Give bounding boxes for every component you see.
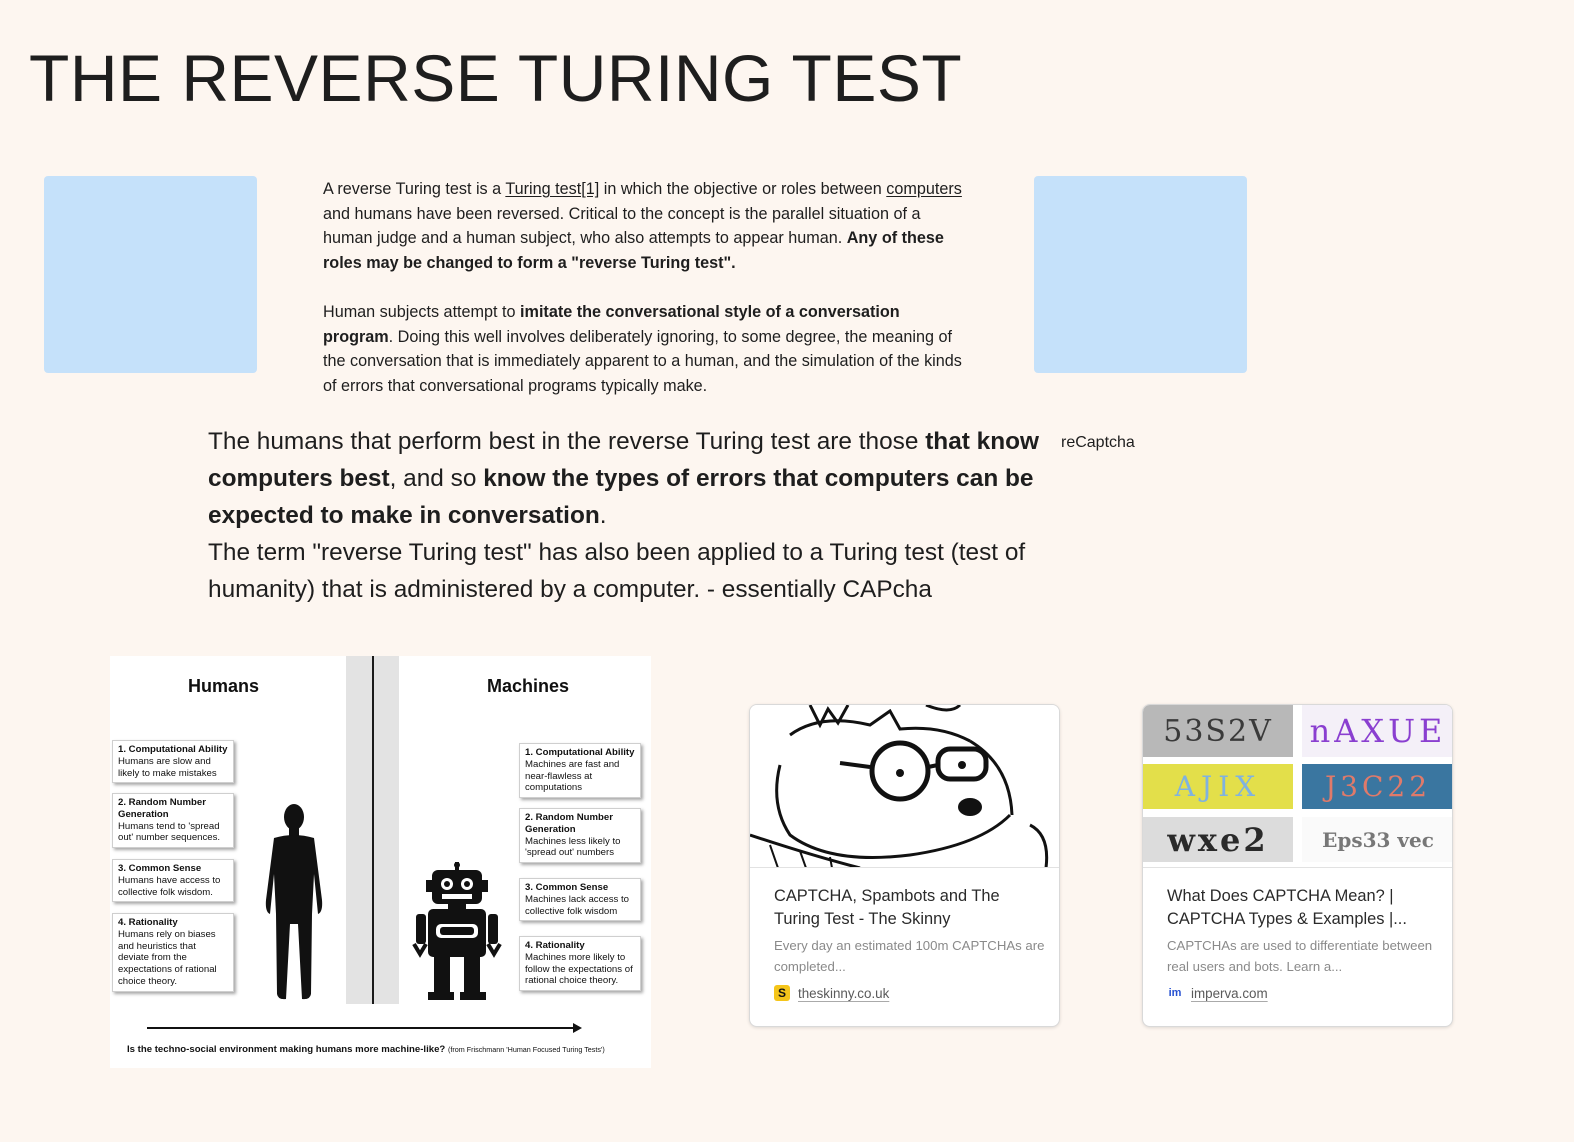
machine-card: 1. Computational Ability Machines are fast and near-flawless at computations xyxy=(519,743,641,798)
captcha-tile: wxe2 xyxy=(1143,817,1293,862)
link-card-theskinny[interactable] xyxy=(749,704,1060,1027)
intro-paragraph-1: A reverse Turing test is a Turing test[1] in which the objective or roles between computers and humans have been reversed. Critical to the concept is the parallel situation of a human judge and a human subject, who also attempts to appear human. Any of these roles may be changed to form a "reverse Turing test". xyxy=(323,180,962,272)
captcha-tile: AJIX xyxy=(1143,764,1293,809)
link-card-thumbnail xyxy=(750,705,1060,868)
link-card-description: Every day an estimated 100m CAPTCHAs are completed... xyxy=(774,938,1045,974)
machine-card: 2. Random Number Generation Machines less likely to 'spread out' numbers xyxy=(519,808,641,863)
robot-icon xyxy=(412,862,502,1002)
captcha-tile: 53S2V xyxy=(1143,705,1293,757)
link-card-source-text[interactable]: imperva.com xyxy=(1191,985,1268,1001)
captcha-tile: nAXUE xyxy=(1302,705,1453,757)
page-title: THE REVERSE TURING TEST xyxy=(29,41,963,115)
captcha-tile: Eps33 vec xyxy=(1302,817,1453,862)
cartoon-face-icon xyxy=(750,705,1060,868)
human-card: 3. Common Sense Humans have access to collective folk wisdom. xyxy=(112,859,234,902)
captcha-tile: J3C22 xyxy=(1302,764,1453,809)
intro-text xyxy=(323,177,963,398)
human-silhouette-icon xyxy=(262,804,326,1000)
recaptcha-label: reCaptcha xyxy=(1061,434,1135,451)
large-text-sentence-1: The humans that perform best in the reverse Turing test are those that know computers best, and so know the types of errors that computers can be expected to make in conversation. xyxy=(208,428,1040,529)
humans-heading: Humans xyxy=(188,676,260,696)
link-card-title[interactable]: What Does CAPTCHA Mean? | CAPTCHA Types & Examples |... xyxy=(1167,887,1407,928)
human-card: 4. Rationality Humans rely on biases and heuristics that deviate from the expectations of rational choice theory. xyxy=(112,913,234,992)
link-card-imperva[interactable] xyxy=(1142,704,1453,1027)
large-text-sentence-2: The term "reverse Turing test" has also been applied to a Turing test (test of humanity) that is administered by a computer. - essentially CAPcha xyxy=(208,539,1026,603)
link-card-source-text[interactable]: theskinny.co.uk xyxy=(798,985,890,1001)
intro-paragraph-2: Human subjects attempt to imitate the conversational style of a conversation program. Doing this well involves deliberately ignoring, to some degree, the meaning of the conversation that is immediately apparent to a human, and the simulation of the kinds of errors that conversational programs typically make. xyxy=(323,302,962,395)
machine-card: 3. Common Sense Machines lack access to collective folk wisdom xyxy=(519,878,641,921)
image-placeholder-left[interactable] xyxy=(44,176,257,373)
machines-heading: Machines xyxy=(487,676,570,696)
link-card-title[interactable]: CAPTCHA, Spambots and The Turing Test - The Skinny xyxy=(774,887,1000,928)
link-card-source[interactable] xyxy=(774,985,889,1001)
diagram-caption: Is the techno-social environment making humans more machine-like? (from Frischmann 'Human Focused Turing Tests') xyxy=(127,1044,605,1055)
theskinny-favicon-icon: S xyxy=(774,985,790,1001)
computers-link[interactable]: computers xyxy=(886,180,962,198)
large-text-block xyxy=(208,423,1048,608)
human-card: 1. Computational Ability Humans are slow and likely to make mistakes xyxy=(112,740,234,783)
diagram-arrow xyxy=(147,1027,577,1029)
diagram-arrow-head xyxy=(573,1023,582,1033)
link-card-thumbnail xyxy=(1143,705,1453,868)
humans-vs-machines-diagram[interactable] xyxy=(110,656,651,1068)
machine-card: 4. Rationality Machines more likely to follow the expectations of rational choice theory. xyxy=(519,936,641,991)
image-placeholder-right[interactable] xyxy=(1034,176,1247,373)
turing-test-link[interactable]: Turing test[1] xyxy=(505,180,600,198)
link-card-source[interactable] xyxy=(1167,985,1268,1001)
human-card: 2. Random Number Generation Humans tend to 'spread out' number sequences. xyxy=(112,793,234,848)
imperva-favicon-icon: im xyxy=(1168,987,1182,999)
link-card-description: CAPTCHAs are used to differentiate between real users and bots. Learn a... xyxy=(1167,938,1433,974)
diagram-divider-line xyxy=(372,656,374,1004)
